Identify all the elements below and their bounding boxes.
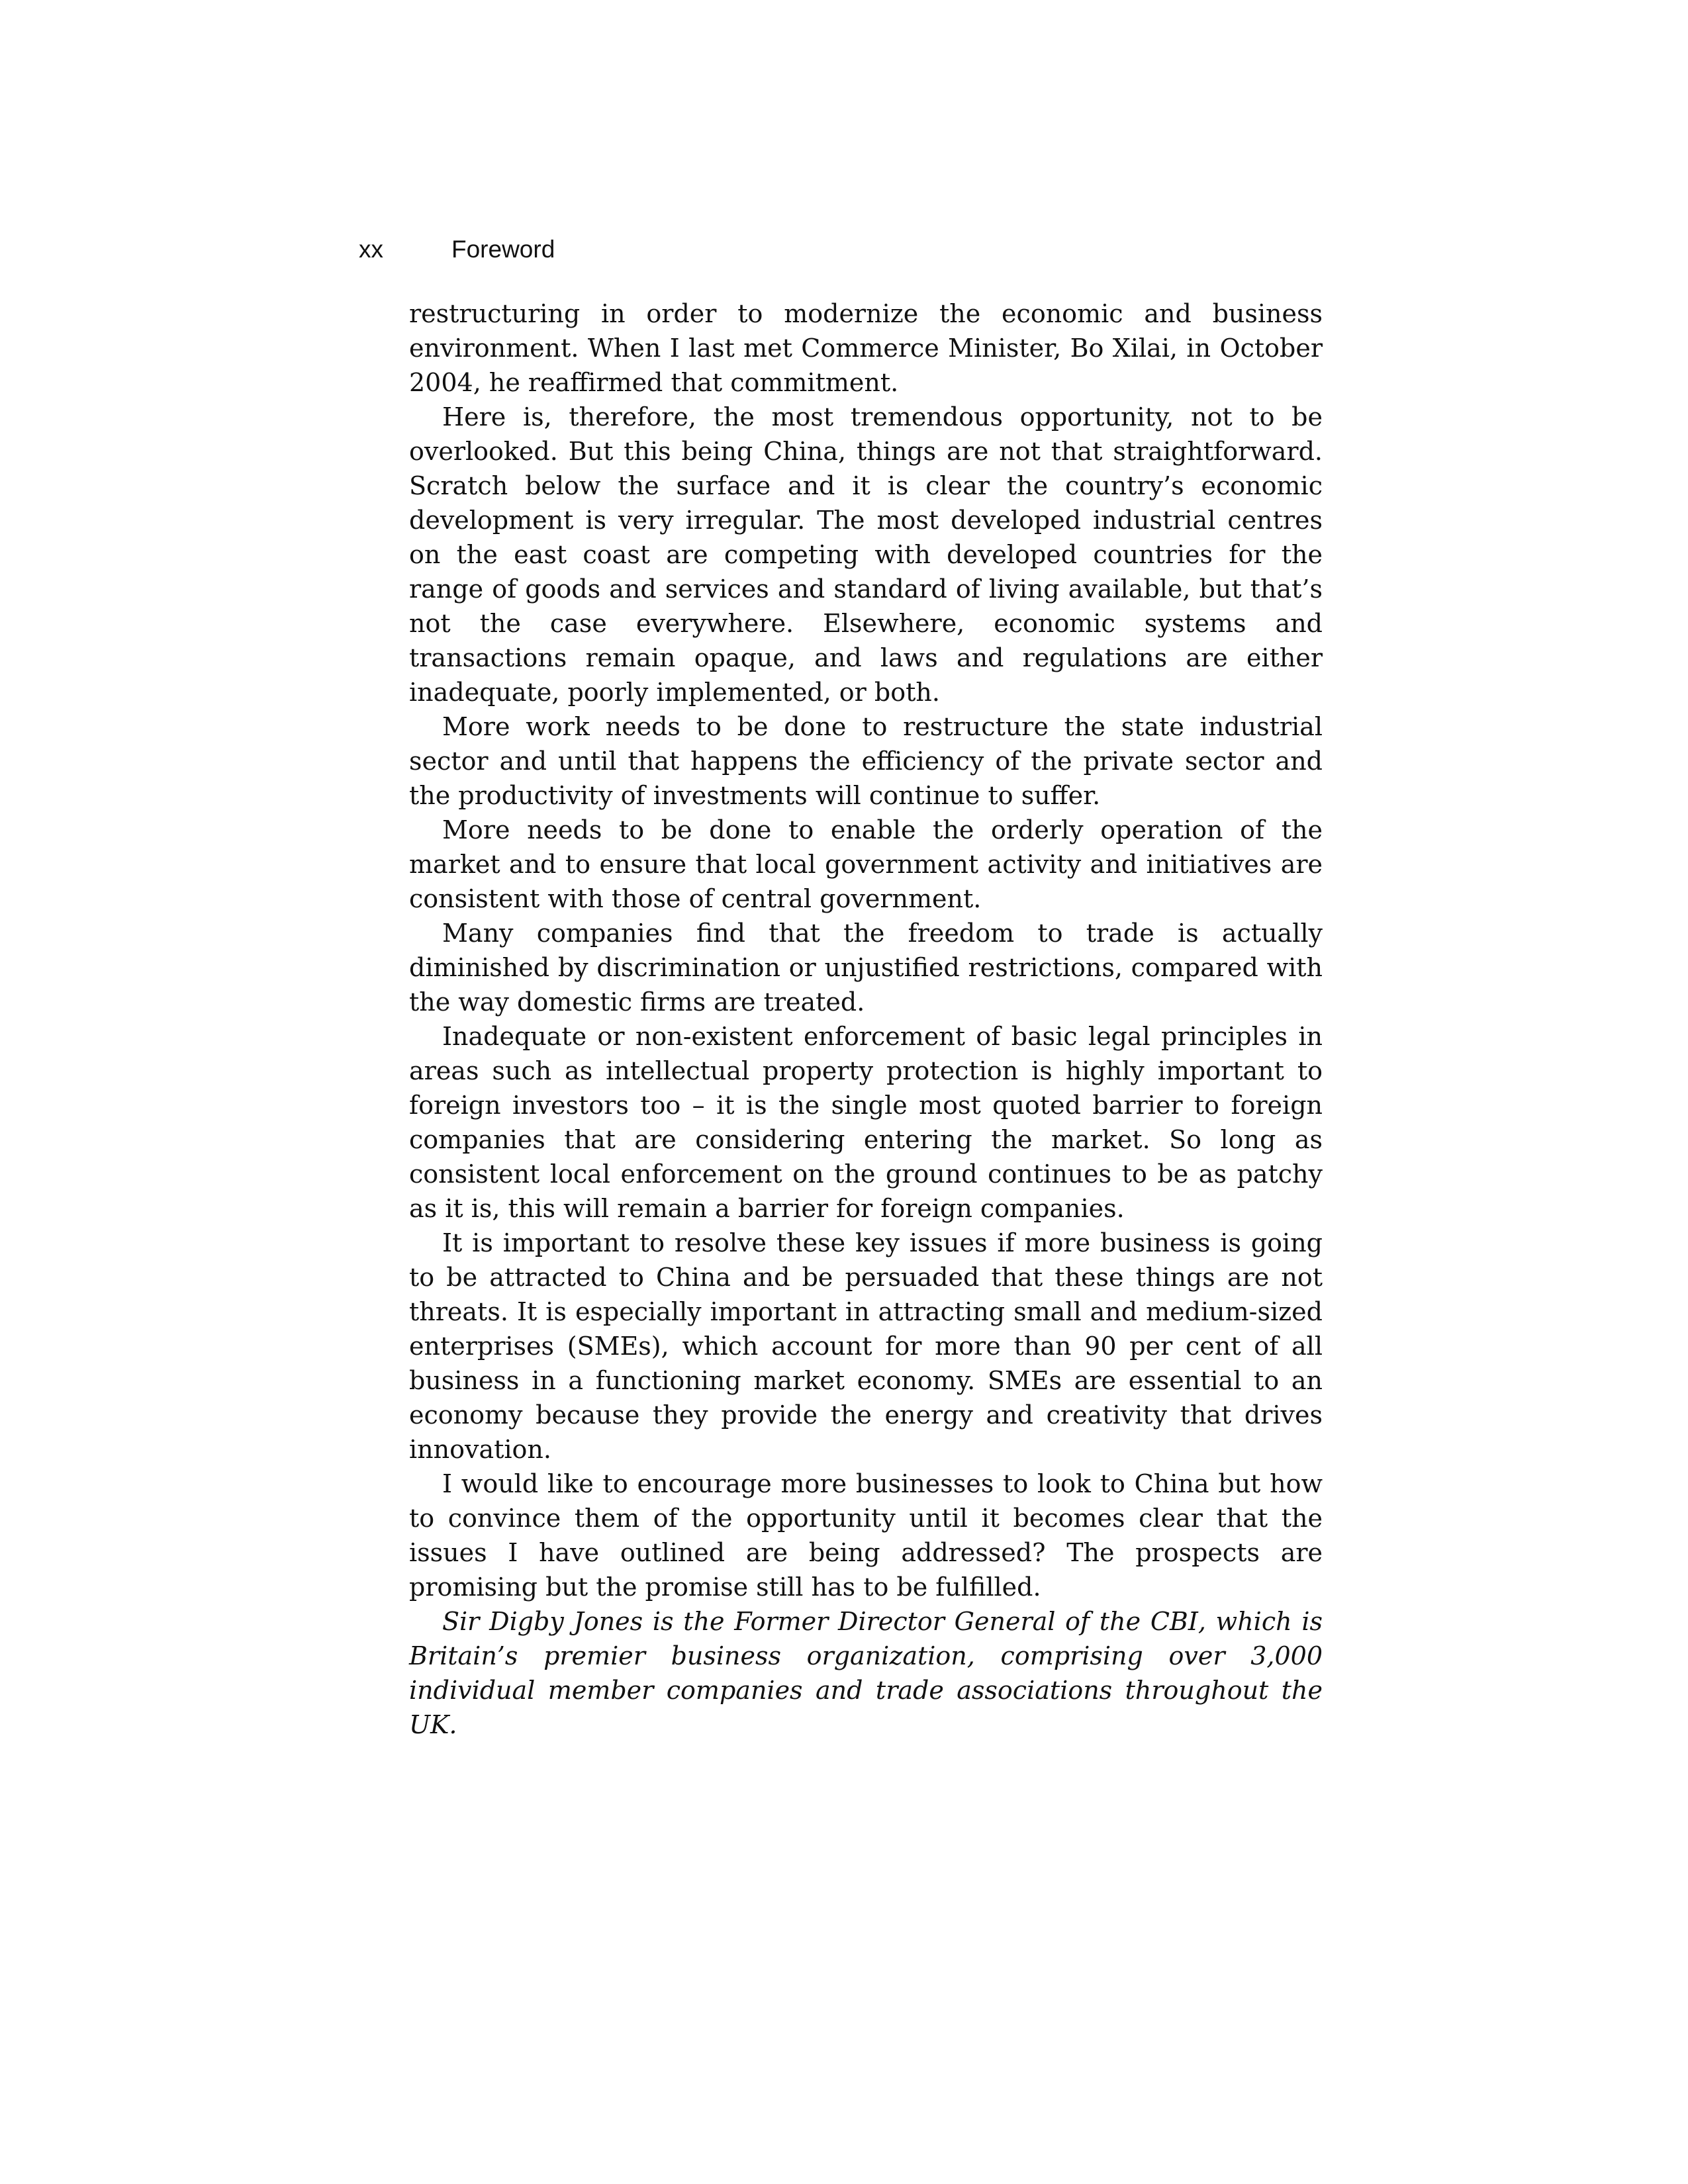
body-text bbox=[409, 296, 1323, 1742]
paragraph: Inadequate or non-existent enforcement of basic legal principles in areas such as intellectual property protection is highly important to foreign investors too – it is the single most quoted barrier to foreign companies that are considering entering the market. So long as consistent local enforcement on the ground continues to be as patchy as it is, this will remain a barrier for foreign companies. bbox=[409, 1022, 1323, 1223]
page-number: xx bbox=[359, 236, 383, 263]
paragraph: I would like to encourage more businesses to look to China but how to convince them of the opportunity until it becomes clear that the issues I have outlined are being addressed? The prospects are promising but the promise still has to be fulfilled. bbox=[409, 1469, 1323, 1602]
paragraph: More needs to be done to enable the orderly operation of the market and to ensure that local government activity and initiatives are consistent with those of central government. bbox=[409, 815, 1323, 913]
paragraph: restructuring in order to modernize the economic and business environment. When I last met Commerce Minister, Bo Xilai, in October 2004, he reaffirmed that commitment. bbox=[409, 299, 1323, 397]
running-head bbox=[359, 233, 555, 266]
section-title: Foreword bbox=[451, 236, 555, 263]
paragraph: Here is, therefore, the most tremendous opportunity, not to be overlooked. But this being China, things are not that straightforward. Scratch below the surface and it is clear the country’s economic development is very irregular. The most developed industrial centres on the east coast are competing with developed countries for the range of goods and services and standard of living available, but that’s not the case everywhere. Elsewhere, economic systems and transactions remain opaque, and laws and regulations are either inadequate, poorly implemented, or both. bbox=[409, 402, 1323, 707]
paragraph: Many companies find that the freedom to trade is actually diminished by discrimination or unjustified restrictions, compared with the way domestic firms are treated. bbox=[409, 919, 1323, 1017]
paragraph: More work needs to be done to restructure the state industrial sector and until that happens the efficiency of the private sector and the productivity of investments will continue to suffer. bbox=[409, 712, 1323, 810]
paragraph: It is important to resolve these key issues if more business is going to be attracted to China and be persuaded that these things are not threats. It is especially important in attracting small and medium-sized enterprises (SMEs), which account for more than 90 per cent of all business in a functioning market economy. SMEs are essential to an economy because they provide the energy and creativity that drives innovation. bbox=[409, 1228, 1323, 1464]
author-bio: Sir Digby Jones is the Former Director General of the CBI, which is Britain’s premier business organization, comprising over 3,000 individual member companies and trade associations throughout the UK. bbox=[409, 1607, 1323, 1739]
